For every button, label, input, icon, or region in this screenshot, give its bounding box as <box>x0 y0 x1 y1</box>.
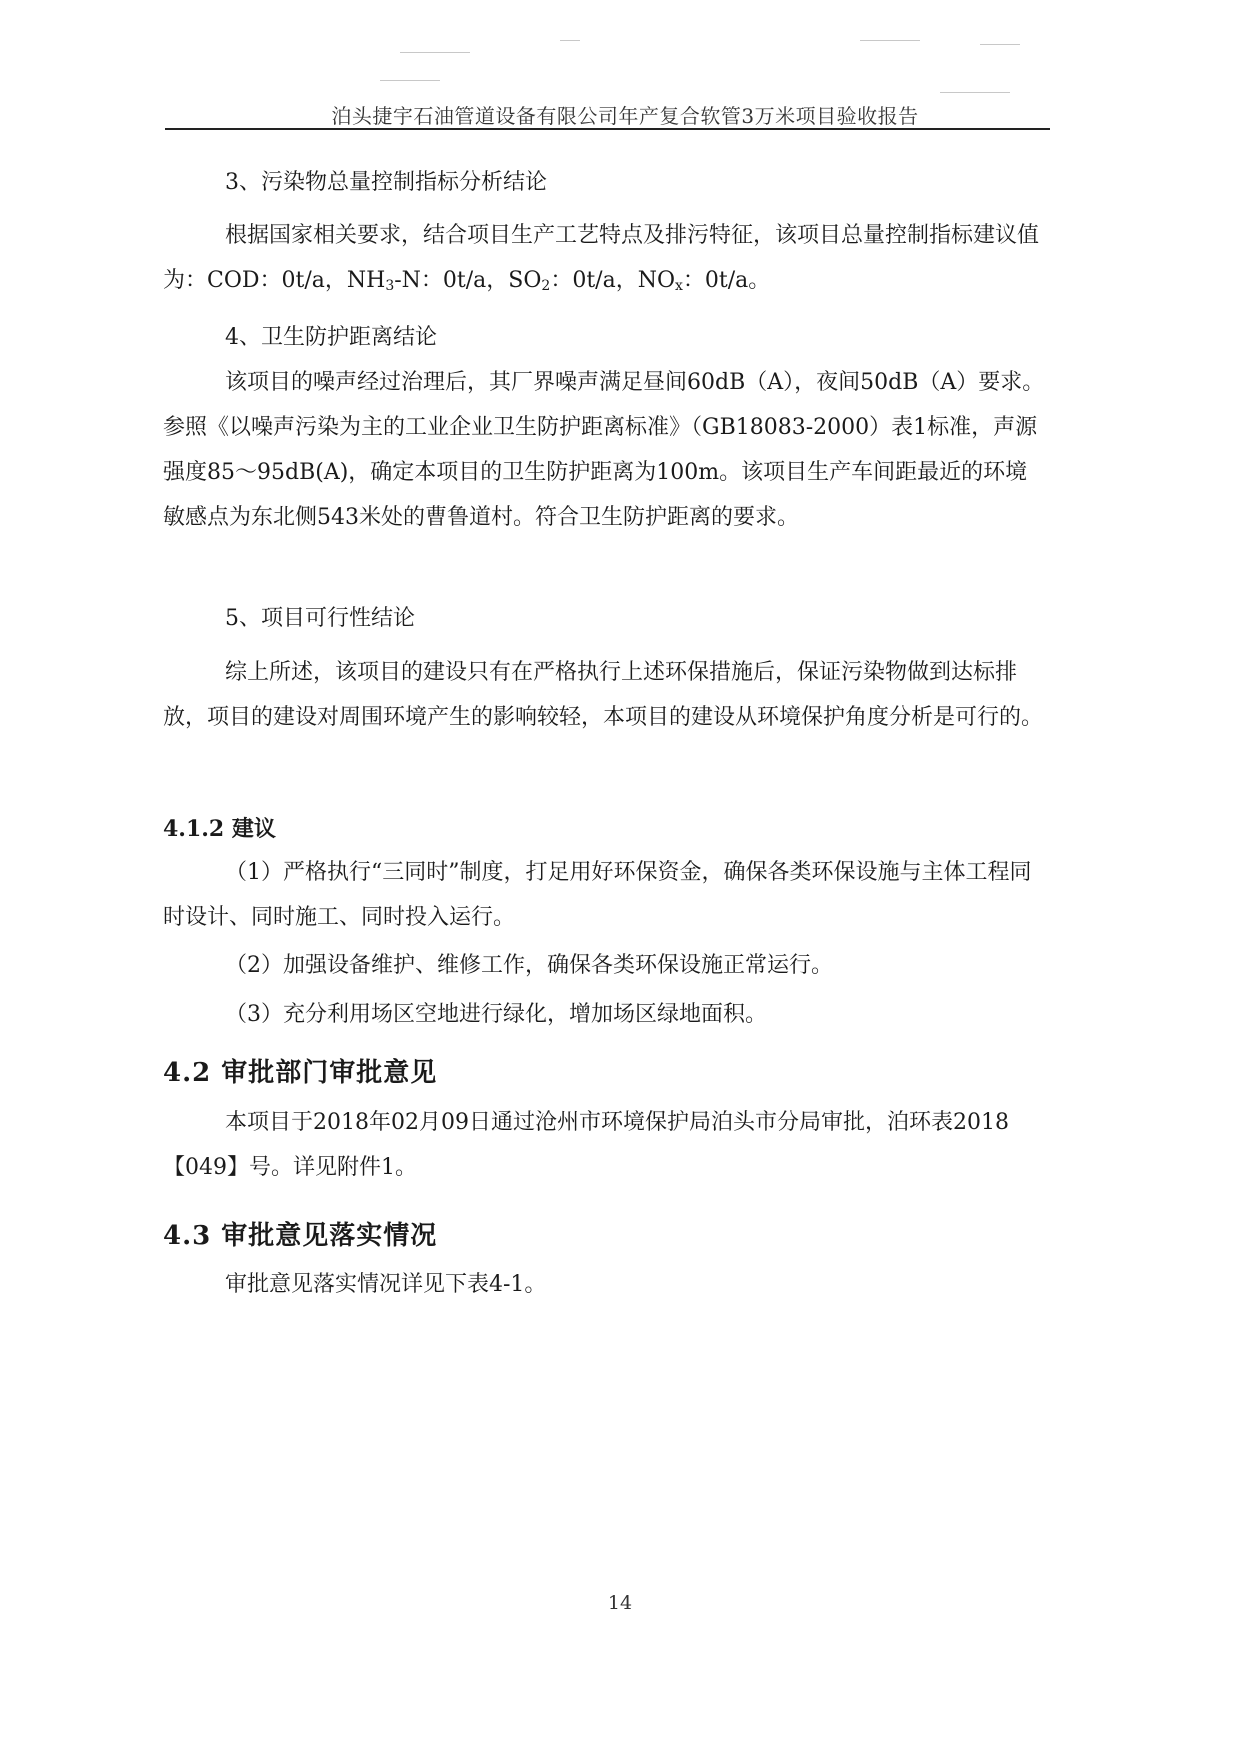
scan-mark <box>560 40 580 41</box>
header-rule <box>165 128 1050 130</box>
implementation-heading: 4.3 审批意见落实情况 <box>163 1221 438 1251</box>
page-header-title: 泊头捷宇石油管道设备有限公司年产复合软管3万米项目验收报告 <box>331 104 919 128</box>
implementation-body: 审批意见落实情况详见下表4-1。 <box>225 1272 547 1297</box>
suggestion-item: （2）加强设备维护、维修工作，确保各类环保设施正常运行。 <box>225 953 833 978</box>
health-distance-heading: 4、卫生防护距离结论 <box>225 325 437 350</box>
total-control-heading: 3、污染物总量控制指标分析结论 <box>225 170 547 195</box>
scan-mark <box>400 52 470 53</box>
approval-body: 本项目于2018年02月09日通过沧州市环境保护局泊头市分局审批，泊环表2018【049】号。详见附件1。 <box>163 1110 1009 1180</box>
health-distance-body: 该项目的噪声经过治理后，其厂界噪声满足昼间60dB（A），夜间50dB（A）要求。参照《以噪声污染为主的工业企业卫生防护距离标准》（GB18083-2000）表1标准，声源强度85～95dB(A)，确定本项目的卫生防护距离为100m。该项目生产车间距最近的环境敏感点为东北侧543米处的曹鲁道村。符合卫生防护距离的要求。 <box>163 370 1045 530</box>
page-number: 14 <box>607 1592 633 1614</box>
scan-mark <box>940 92 1010 93</box>
approval-heading: 4.2 审批部门审批意见 <box>163 1058 438 1088</box>
suggestions-heading: 4.1.2 建议 <box>163 816 276 842</box>
scan-mark <box>380 80 440 81</box>
suggestion-item: （3）充分利用场区空地进行绿化，增加场区绿地面积。 <box>225 1002 767 1027</box>
scan-mark <box>860 40 920 41</box>
suggestion-item: （1）严格执行“三同时”制度，打足用好环保资金，确保各类环保设施与主体工程同时设计、同时施工、同时投入运行。 <box>163 860 1032 930</box>
feasibility-heading: 5、项目可行性结论 <box>225 606 415 631</box>
scan-mark <box>980 44 1020 45</box>
feasibility-body: 综上所述，该项目的建设只有在严格执行上述环保措施后，保证污染物做到达标排放，项目的建设对周围环境产生的影响较轻，本项目的建设从环境保护角度分析是可行的。 <box>163 660 1044 730</box>
total-control-body: 根据国家相关要求，结合项目生产工艺特点及排污特征，该项目总量控制指标建议值为：COD：0t/a，$NH_3-N$：0t/a，$SO_2$：0t/a，$NO_x$：0t/a。 <box>163 223 1040 294</box>
